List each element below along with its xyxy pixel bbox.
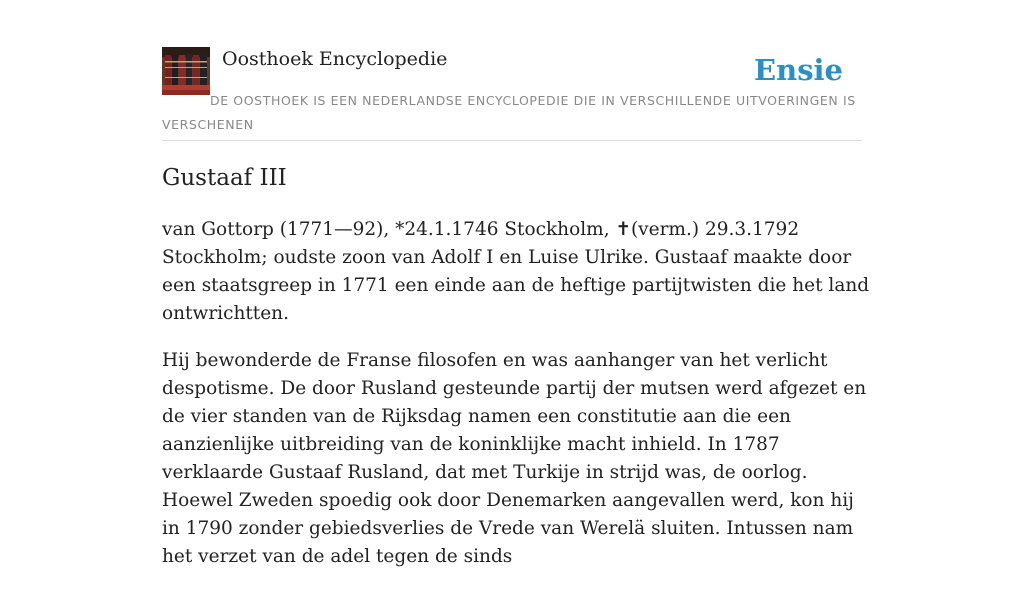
- site-tagline: DE OOSTHOEK IS EEN NEDERLANDSE ENCYCLOPEDIE DIE IN VERSCHILLENDE UITVOERINGEN IS VERSCHENEN: [162, 93, 856, 132]
- article-paragraph: Hij bewonderde de Franse filosofen en was aanhanger van het verlicht despotisme. De door Rusland gesteunde partij der mutsen werd afgezet en de vier standen van de Rijksdag namen een constitutie aan die een aanzienlijke uitbreiding van de koninklijke macht inhield. In 1787 verklaarde Gustaaf Rusland, dat met Turkije in strijd was, de oorlog. Hoewel Zweden spoedig ook door Denemarken aangevallen werd, kon hij in 1790 zonder gebiedsverlies de Vrede van Werelä sluiten. Intussen nam het verzet van de adel tegen de sinds: [162, 350, 867, 567]
- brand-logo[interactable]: Ensie: [754, 53, 843, 87]
- site-header: [162, 46, 862, 141]
- site-name[interactable]: Oosthoek Encyclopedie: [222, 48, 448, 70]
- article-body: [162, 216, 870, 590]
- article-paragraph: van Gottorp (1771—92), *24.1.1746 Stockholm, ✝(verm.) 29.3.1792 Stockholm; oudste zoon van Adolf I en Luise Ulrike. Gustaaf maakte door een staatsgreep in 1771 een einde aan de heftige partijtwisten die het land ontwrichtten.: [162, 219, 870, 324]
- article-title: Gustaaf III: [162, 165, 287, 191]
- encyclopedia-books-icon[interactable]: [162, 47, 210, 95]
